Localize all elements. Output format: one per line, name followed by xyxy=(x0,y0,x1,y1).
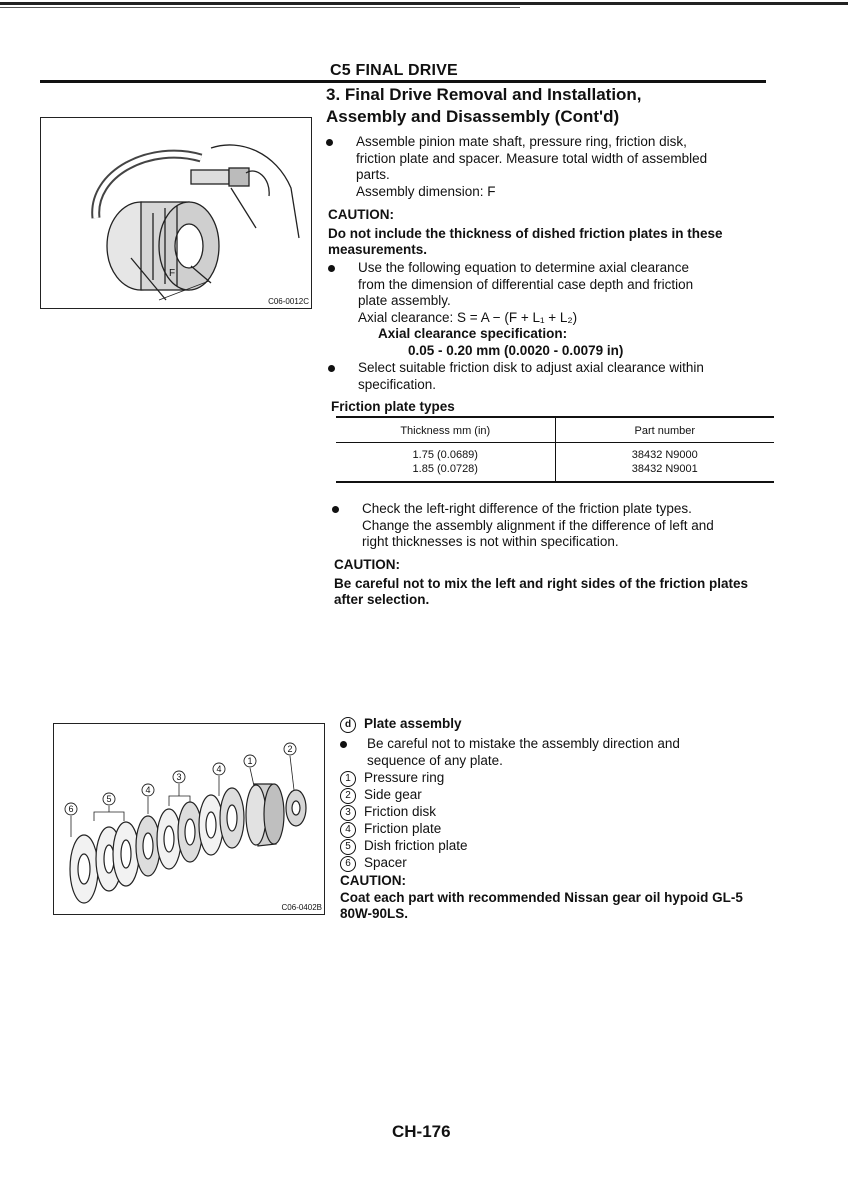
callout-3: 3 xyxy=(176,772,182,782)
bullet-icon xyxy=(332,506,339,513)
micrometer-illustration xyxy=(41,118,311,308)
figure-code: C06-0012C xyxy=(268,297,309,306)
callout-2: 2 xyxy=(287,744,293,754)
figure-plate-assembly xyxy=(53,723,325,915)
item-number: 1 xyxy=(340,771,356,787)
page-number: CH-176 xyxy=(392,1122,451,1141)
callout-4b: 4 xyxy=(216,764,222,774)
text-line: 80W-90LS. xyxy=(340,906,409,922)
text-line: Use the following equation to determine axial clearance xyxy=(358,260,689,275)
text-line: Select suitable friction disk to adjust axial clearance within xyxy=(358,360,704,375)
paragraph-check-difference xyxy=(362,501,777,551)
table-cell: 38432 N9001 xyxy=(631,463,698,475)
text-line: parts. xyxy=(356,167,390,183)
friction-plate-table xyxy=(336,416,774,483)
item-label: Friction disk xyxy=(364,804,437,820)
header-rule xyxy=(40,80,766,83)
text-line: from the dimension of differential case depth and friction xyxy=(358,276,694,292)
list-item xyxy=(340,821,780,838)
paragraph-select-disk xyxy=(358,360,778,393)
page-title xyxy=(326,84,766,128)
item-label: Side gear xyxy=(364,787,422,803)
bullet-icon xyxy=(328,265,335,272)
paragraph-assemble xyxy=(356,134,776,200)
title-line-2: Assembly and Disassembly (Cont'd) xyxy=(326,107,620,126)
item-number: 4 xyxy=(340,822,356,838)
bullet-icon xyxy=(340,741,347,748)
text-line: Check the left-right difference of the friction plate types. xyxy=(362,501,692,516)
plate-assembly-section xyxy=(340,716,780,923)
caution-label: CAUTION: xyxy=(340,873,406,889)
plate-assembly-title: Plate assembly xyxy=(364,716,462,731)
list-item xyxy=(340,770,780,787)
caution-3 xyxy=(340,873,780,923)
item-number: 5 xyxy=(340,839,356,855)
callout-4: 4 xyxy=(145,785,151,795)
item-number: 6 xyxy=(340,856,356,872)
list-item xyxy=(340,855,780,872)
text-line: after selection. xyxy=(334,592,430,608)
spec-label: Axial clearance specification: xyxy=(378,326,568,342)
text-line: right thicknesses is not within specification. xyxy=(362,534,619,550)
callout-1: 1 xyxy=(247,756,253,766)
figure-code: C06-0402B xyxy=(281,903,322,912)
text-line: sequence of any plate. xyxy=(367,752,503,768)
text-line: Coat each part with recommended Nissan gear oil hypoid GL-5 xyxy=(340,889,743,905)
dimension-label-f: F xyxy=(169,268,176,279)
text-line: Be careful not to mistake the assembly direction and xyxy=(367,736,680,751)
table-cell: 38432 N9000 xyxy=(631,449,698,461)
item-label: Pressure ring xyxy=(364,770,445,786)
caution-label: CAUTION: xyxy=(334,557,400,572)
text-line: Do not include the thickness of dished friction plates in these xyxy=(328,225,723,241)
text-line: Assemble pinion mate shaft, pressure ring, friction disk, xyxy=(356,134,687,149)
table-header-part-number: Part number xyxy=(634,425,696,437)
section-marker: d xyxy=(340,717,356,733)
bullet-icon xyxy=(326,139,333,146)
text-line: Assembly dimension: F xyxy=(356,183,496,199)
plate-assembly-heading xyxy=(340,716,780,733)
list-item xyxy=(340,804,780,821)
text-line: specification. xyxy=(358,376,437,392)
table-cell: 1.85 (0.0728) xyxy=(336,462,555,482)
paragraph-axial-clearance xyxy=(358,260,773,360)
spec-value: 0.05 - 0.20 mm (0.0020 - 0.0079 in) xyxy=(408,342,624,358)
bullet-icon xyxy=(328,365,335,372)
table-cell: 1.75 (0.0689) xyxy=(336,443,555,463)
caution-1 xyxy=(328,207,773,259)
item-label: Spacer xyxy=(364,855,407,871)
top-border xyxy=(0,2,848,5)
plate-bullet xyxy=(367,736,780,769)
parts-list xyxy=(340,770,780,872)
list-item xyxy=(340,787,780,804)
item-number: 2 xyxy=(340,788,356,804)
table-header-thickness: Thickness mm (in) xyxy=(336,417,555,443)
text-line: measurements. xyxy=(328,242,428,258)
callout-5: 5 xyxy=(106,794,112,804)
text-line: Change the assembly alignment if the difference of left and xyxy=(362,517,714,533)
title-line-1: 3. Final Drive Removal and Installation, xyxy=(326,85,642,104)
item-label: Dish friction plate xyxy=(364,838,468,854)
table-title: Friction plate types xyxy=(331,399,455,414)
item-label: Friction plate xyxy=(364,821,442,837)
item-number: 3 xyxy=(340,805,356,821)
section-header: C5 FINAL DRIVE xyxy=(330,62,458,79)
figure-measurement xyxy=(40,117,312,309)
top-border-secondary xyxy=(0,7,520,8)
equation: Axial clearance: S = A − (F + L₁ + L₂) xyxy=(358,309,578,325)
list-item xyxy=(340,838,780,855)
text-line: plate assembly. xyxy=(358,293,451,309)
text-line: Be careful not to mix the left and right sides of the friction plates xyxy=(334,575,749,591)
text-line: friction plate and spacer. Measure total width of assembled xyxy=(356,150,708,166)
plate-assembly-illustration xyxy=(54,724,324,914)
caution-2 xyxy=(334,557,779,609)
caution-label: CAUTION: xyxy=(328,207,394,222)
callout-6: 6 xyxy=(68,804,74,814)
